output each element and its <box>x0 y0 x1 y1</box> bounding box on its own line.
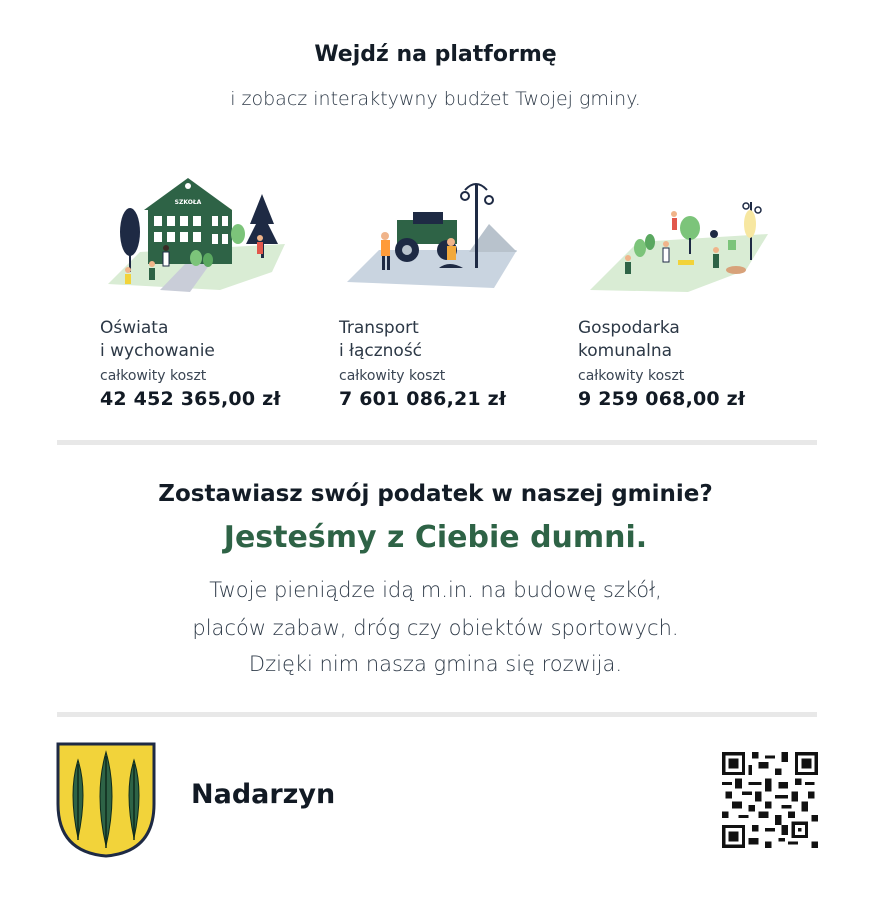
category-name: komunalna <box>578 341 673 361</box>
category-name: Oświata <box>100 318 169 338</box>
page-subtitle: i zobacz interaktywny budżet Twojej gminy. <box>230 88 641 110</box>
category-education <box>100 172 310 410</box>
cost-amount: 9 259 068,00 zł <box>578 388 746 410</box>
message-proud: Jesteśmy z Ciebie dumni. <box>223 520 648 555</box>
municipality-name: Nadarzyn <box>191 779 336 810</box>
category-municipal <box>578 172 788 410</box>
svg-text:SZKOŁA: SZKOŁA <box>174 199 202 206</box>
cost-label: całkowity koszt <box>100 368 207 384</box>
page-title: Wejdź na platformę <box>314 42 557 67</box>
category-name: i wychowanie <box>100 341 215 361</box>
road-roller-illustration <box>339 172 529 297</box>
message-line: placów zabaw, dróg czy obiektów sportowych. <box>192 616 679 640</box>
school-illustration <box>100 172 290 297</box>
cost-label: całkowity koszt <box>339 368 446 384</box>
category-transport <box>339 172 549 410</box>
park-illustration <box>578 172 768 297</box>
cost-amount: 7 601 086,21 zł <box>339 388 507 410</box>
message-line: Twoje pieniądze idą m.in. na budowę szkół, <box>209 578 662 602</box>
qr-code <box>722 752 818 848</box>
message-line: Dzięki nim nasza gmina się rozwija. <box>248 652 623 676</box>
message-question: Zostawiasz swój podatek w naszej gminie? <box>158 481 713 507</box>
cost-label: całkowity koszt <box>578 368 685 384</box>
category-name: i łączność <box>339 341 423 361</box>
category-name: Transport <box>339 318 419 338</box>
category-name: Gospodarka <box>578 318 680 338</box>
coat-of-arms-icon <box>56 742 156 858</box>
divider <box>57 712 817 717</box>
divider <box>57 440 817 445</box>
cost-amount: 42 452 365,00 zł <box>100 388 281 410</box>
